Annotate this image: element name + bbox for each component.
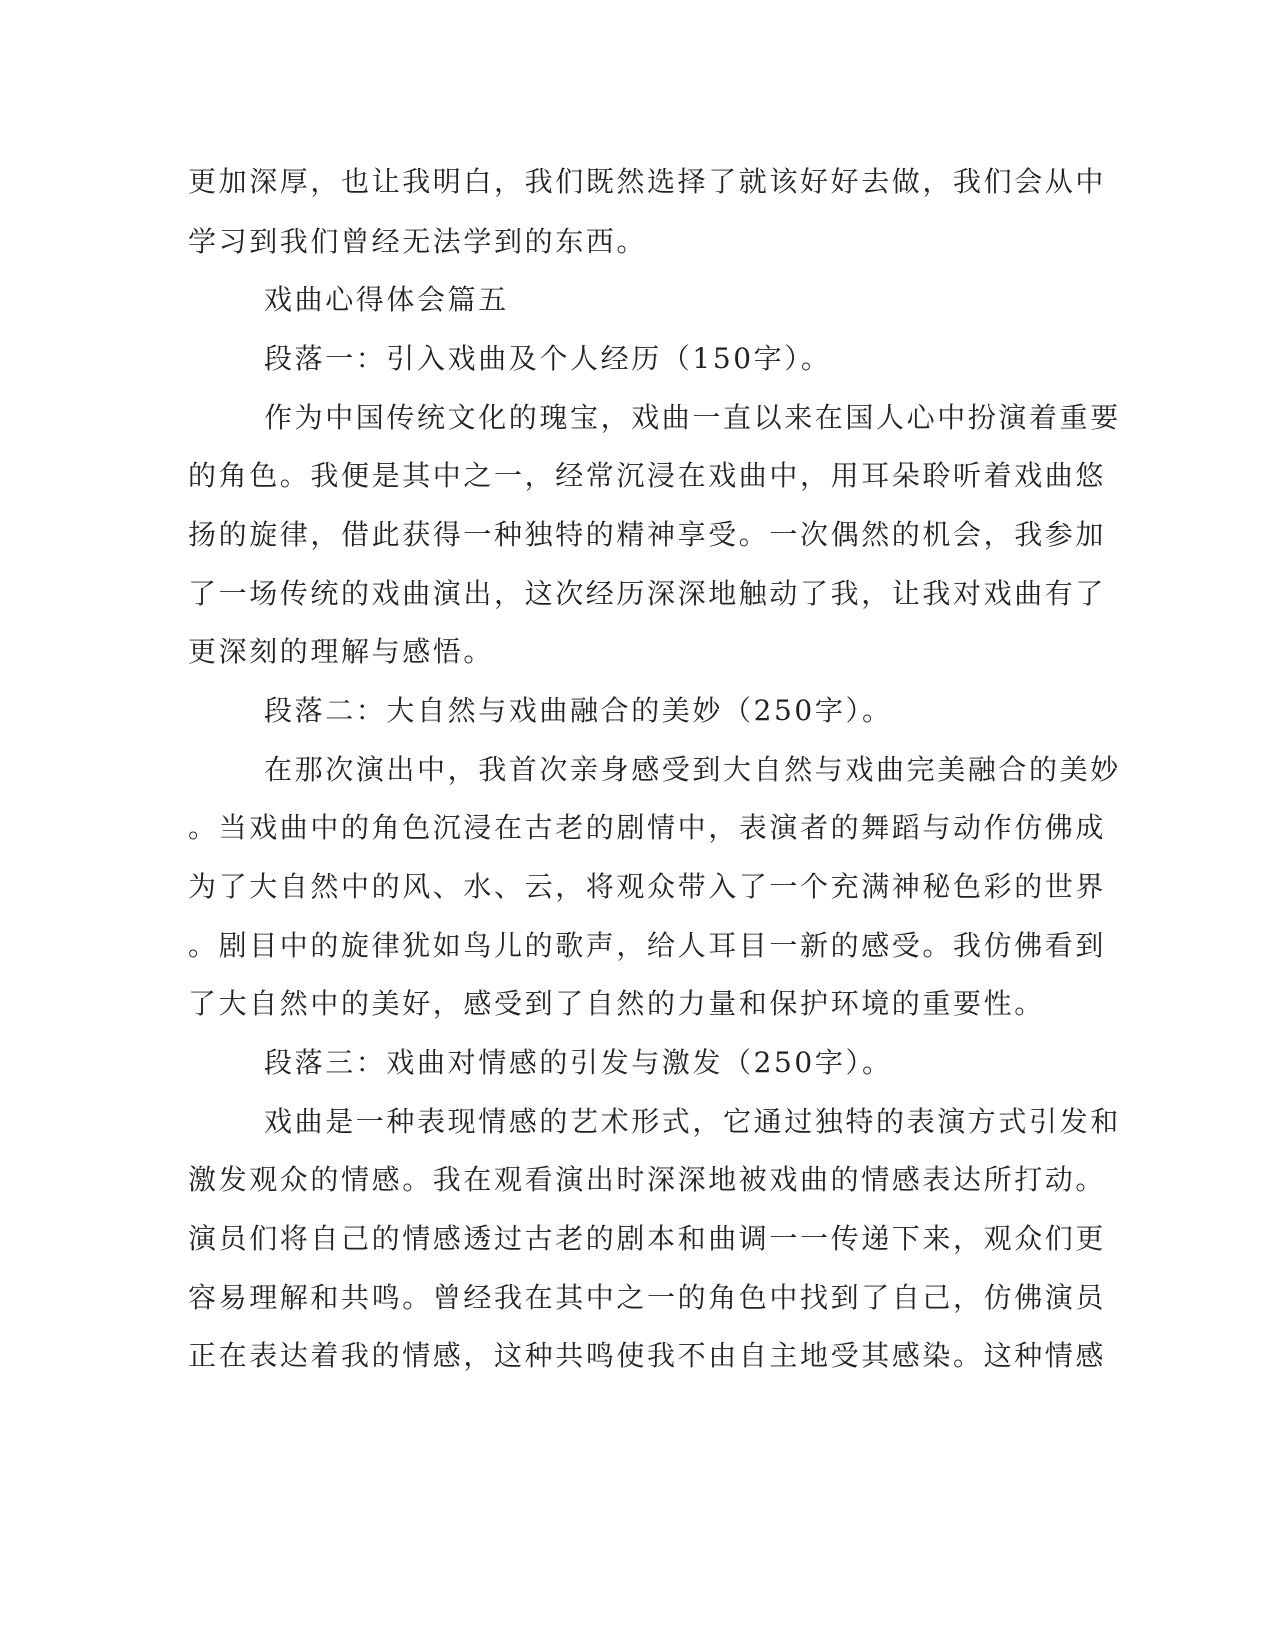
paragraph-heading: 段落一：引入戏曲及个人经历（150字）。 [264,342,832,375]
text-line: 激发观众的情感。我在观看演出时深深地被戏曲的情感表达所打动。 [188,1163,1107,1196]
text-line: 戏曲是一种表现情感的艺术形式，它通过独特的表演方式引发和 [264,1105,1121,1138]
text-line: 更加深厚，也让我明白，我们既然选择了就该好好去做，我们会从中 [188,165,1107,198]
text-line: 了大自然中的美好，感受到了自然的力量和保护环境的重要性。 [188,987,1045,1020]
text-line: 在那次演出中，我首次亲身感受到大自然与戏曲完美融合的美妙 [264,753,1121,786]
text-line: 。剧目中的旋律犹如鸟儿的歌声，给人耳目一新的感受。我仿佛看到 [188,929,1107,962]
text-line: 。当戏曲中的角色沉浸在古老的剧情中，表演者的舞蹈与动作仿佛成 [188,811,1107,844]
paragraph-heading: 段落二：大自然与戏曲融合的美妙（250字）。 [264,694,893,727]
text-line: 作为中国传统文化的瑰宝，戏曲一直以来在国人心中扮演着重要 [264,401,1121,434]
paragraph-heading: 段落三：戏曲对情感的引发与激发（250字）。 [264,1046,893,1079]
text-line: 了一场传统的戏曲演出，这次经历深深地触动了我，让我对戏曲有了 [188,577,1107,610]
text-line: 容易理解和共鸣。曾经我在其中之一的角色中找到了自己，仿佛演员 [188,1281,1107,1314]
text-line: 扬的旋律，借此获得一种独特的精神享受。一次偶然的机会，我参加 [188,518,1107,551]
text-line: 学习到我们曾经无法学到的东西。 [188,225,648,258]
text-line: 正在表达着我的情感，这种共鸣使我不由自主地受其感染。这种情感 [188,1339,1107,1372]
text-line: 的角色。我便是其中之一，经常沉浸在戏曲中，用耳朵聆听着戏曲悠 [188,459,1107,492]
text-line: 更深刻的理解与感悟。 [188,635,495,668]
section-title: 戏曲心得体会篇五 [264,283,509,316]
text-line: 演员们将自己的情感透过古老的剧本和曲调一一传递下来，观众们更 [188,1222,1107,1255]
text-line: 为了大自然中的风、水、云，将观众带入了一个充满神秘色彩的世界 [188,870,1107,903]
